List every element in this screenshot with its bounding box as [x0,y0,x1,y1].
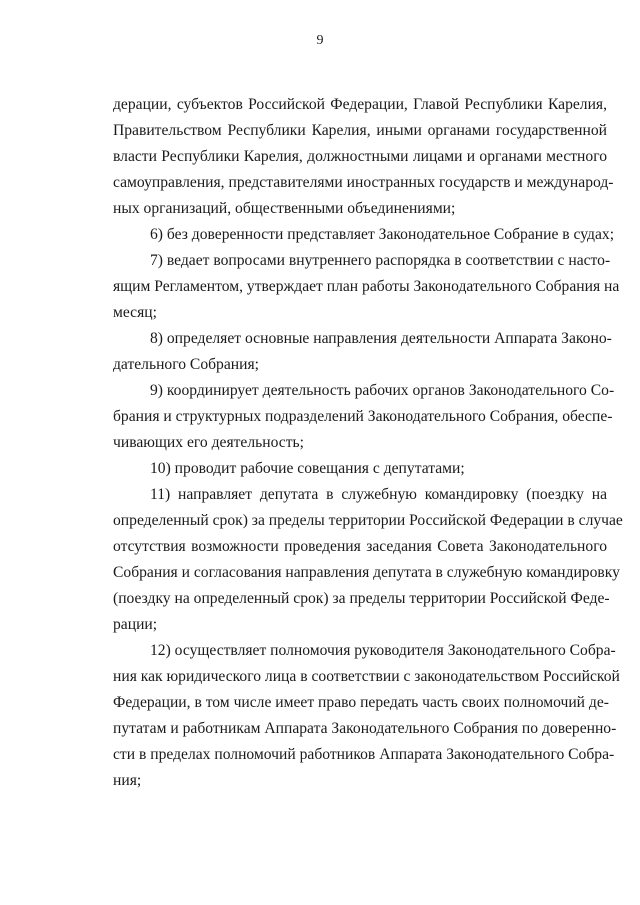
page-number: 9 [316,33,324,48]
text-line: 10) проводит рабочие совещания с депутатами; [150,460,465,477]
text-line: месяц; [113,304,157,321]
paragraph [113,378,615,456]
text-line: брания и структурных подразделений Законодательного Собрания, обеспе- [113,408,613,425]
text-line: ящим Регламентом, утверждает план работы Законодательного Собрания на [113,278,620,295]
paragraph [113,92,614,222]
paragraph [113,638,620,794]
text-line: 6) без доверенности представляет Законодательное Собрание в судах; [150,226,615,243]
text-line: ных организаций, общественными объединениями; [113,200,456,217]
text-line: чивающих его деятельность; [113,434,304,451]
paragraph [113,326,612,378]
paragraph [113,482,623,638]
text-line: отсутствия возможности проведения заседания Совета Законодательного [113,538,607,555]
text-line: власти Республики Карелия, должностными лицами и органами местного [113,148,607,165]
text-line: ния; [113,772,142,789]
paragraph [113,456,607,482]
text-line: (поездку на определенный срок) за пределы территории Российской Феде- [113,590,610,607]
text-line: 11) направляет депутата в служебную командировку (поездку на [150,486,607,503]
text-line: 12) осуществляет полномочия руководителя Законодательного Собра- [150,642,616,659]
text-line: дательного Собрания; [113,356,259,373]
text-line: ния как юридического лица в соответствии с законодательством Российской [113,668,620,685]
text-line: 7) ведает вопросами внутреннего распорядка в соответствии с насто- [150,252,611,269]
text-line: 9) координирует деятельность рабочих органов Законодательного Со- [150,382,615,399]
paragraph [113,222,615,248]
text-line: 8) определяет основные направления деятельности Аппарата Законо- [150,330,612,347]
text-line: Правительством Республики Карелия, иными органами государственной [113,122,607,139]
text-line: Федерации, в том числе имеет право передать часть своих полномочий де- [113,694,609,711]
text-line: определенный срок) за пределы территории Российской Федерации в случае [113,512,623,529]
text-line: Собрания и согласования направления депутата в служебную командировку [113,564,620,581]
paragraph [113,248,620,326]
text-line: самоуправления, представителями иностранных государств и международ- [113,174,614,191]
text-line: рации; [113,616,158,633]
document-body [113,92,623,794]
text-line: сти в пределах полномочий работников Аппарата Законодательного Собра- [113,746,615,763]
text-line: путатам и работникам Аппарата Законодательного Собрания по доверенно- [113,720,617,737]
text-line: дерации, субъектов Российской Федерации, Главой Республики Карелия, [113,96,607,113]
